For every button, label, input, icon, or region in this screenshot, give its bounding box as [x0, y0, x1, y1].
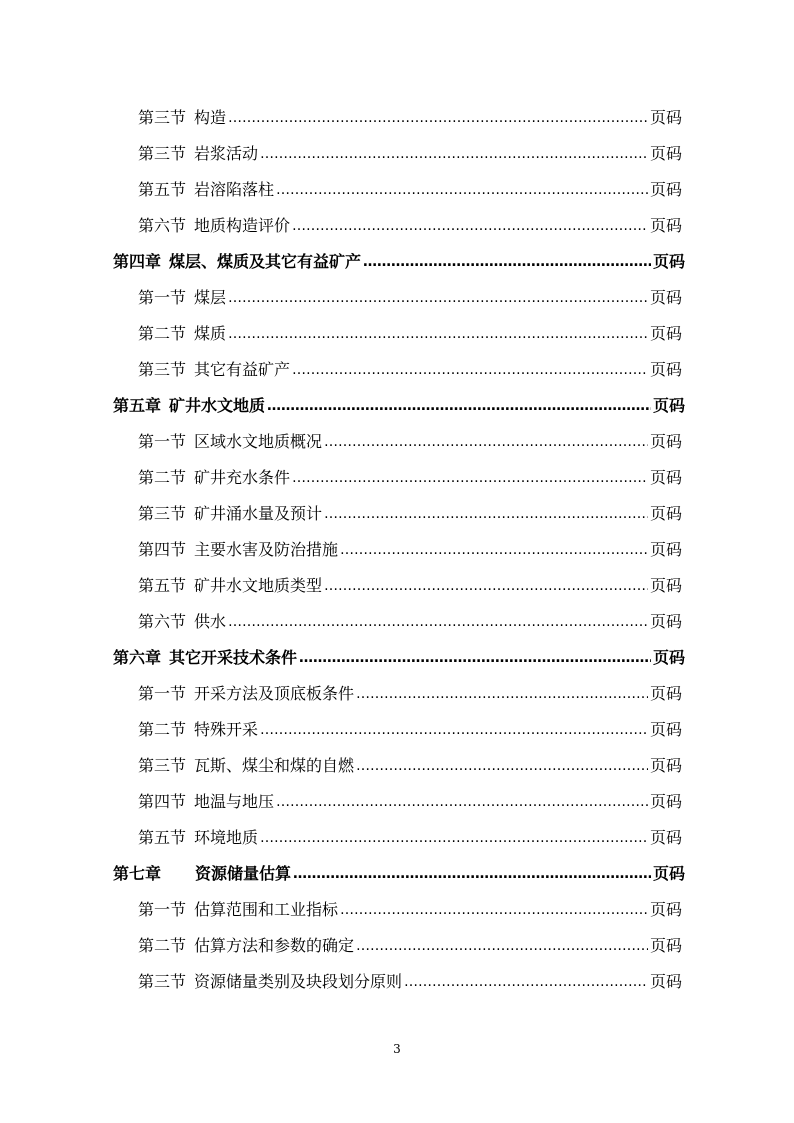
toc-number: 第一节	[138, 288, 187, 307]
toc-entry[interactable]	[138, 532, 682, 568]
dot-leader	[363, 244, 651, 280]
toc-label	[138, 352, 290, 388]
toc-label	[138, 100, 226, 136]
dot-leader	[260, 712, 648, 748]
toc-title: 区域水文地质概况	[194, 432, 323, 451]
dot-leader	[356, 676, 648, 712]
toc-title: 瓦斯、煤尘和煤的自燃	[194, 756, 355, 775]
toc-title: 煤层、煤质及其它有益矿产	[169, 252, 362, 271]
toc-label	[138, 820, 258, 856]
toc-number: 第三节	[138, 144, 187, 163]
toc-page-ref: 页码	[649, 972, 682, 991]
toc-number: 第三节	[138, 504, 187, 523]
toc-page-ref: 页码	[649, 288, 682, 307]
dot-leader	[356, 748, 648, 784]
toc-section-row	[0, 352, 794, 388]
toc-entry[interactable]	[138, 280, 682, 316]
toc-label	[138, 928, 354, 964]
toc-entry[interactable]	[138, 928, 682, 964]
toc-section-row	[0, 712, 794, 748]
toc-title: 特殊开采	[194, 720, 259, 739]
dot-leader	[340, 892, 648, 928]
toc-number: 第五节	[138, 828, 187, 847]
toc-label	[138, 712, 258, 748]
toc-title: 矿井水文地质类型	[194, 576, 323, 595]
toc-number: 第一节	[138, 432, 187, 451]
toc-number: 第二节	[138, 936, 187, 955]
toc-label	[138, 784, 274, 820]
toc-label	[138, 748, 354, 784]
toc-number: 第一节	[138, 684, 187, 703]
toc-title: 构造	[194, 108, 227, 127]
toc-section-row	[0, 928, 794, 964]
toc-section-row	[0, 172, 794, 208]
toc-entry[interactable]	[138, 964, 682, 1000]
toc-number: 第五节	[138, 180, 187, 199]
toc-number: 第六节	[138, 612, 187, 631]
toc-page-ref: 页码	[649, 540, 682, 559]
toc-label	[138, 676, 354, 712]
toc-title: 矿井水文地质	[169, 396, 266, 415]
toc-number: 第二节	[138, 468, 187, 487]
toc-page-ref: 页码	[649, 216, 682, 235]
toc-section-row	[0, 892, 794, 928]
dot-leader	[324, 496, 648, 532]
toc-entry[interactable]	[138, 604, 682, 640]
dot-leader	[292, 208, 648, 244]
toc-page-ref: 页码	[649, 108, 682, 127]
toc-title: 地温与地压	[194, 792, 275, 811]
dot-leader	[228, 280, 648, 316]
dot-leader	[260, 136, 648, 172]
toc-section-row	[0, 280, 794, 316]
toc-entry[interactable]	[113, 388, 685, 424]
toc-label	[138, 532, 338, 568]
toc-label	[138, 892, 338, 928]
toc-entry[interactable]	[138, 208, 682, 244]
toc-page-ref: 页码	[649, 756, 682, 775]
toc-number: 第三节	[138, 972, 187, 991]
toc-page-ref: 页码	[649, 324, 682, 343]
toc-title: 资源储量类别及块段划分原则	[194, 972, 403, 991]
toc-section-row	[0, 604, 794, 640]
toc-label	[113, 244, 361, 280]
toc-entry[interactable]	[138, 892, 682, 928]
dot-leader	[340, 532, 648, 568]
page-number: 3	[393, 1042, 401, 1056]
toc-page-ref: 页码	[649, 720, 682, 739]
toc-number: 第二节	[138, 720, 187, 739]
toc-label	[113, 388, 265, 424]
toc-page-ref: 页码	[652, 648, 685, 667]
dot-leader	[292, 460, 648, 496]
toc-number: 第四节	[138, 792, 187, 811]
toc-page-ref: 页码	[649, 612, 682, 631]
toc-number: 第三节	[138, 360, 187, 379]
toc-section-row	[0, 532, 794, 568]
toc-label	[138, 964, 402, 1000]
toc-label	[138, 460, 290, 496]
toc-page-ref: 页码	[649, 144, 682, 163]
toc-page-ref: 页码	[649, 828, 682, 847]
toc-entry[interactable]	[138, 748, 682, 784]
toc-label	[138, 316, 226, 352]
toc-entry[interactable]	[113, 244, 685, 280]
toc-section-row	[0, 208, 794, 244]
toc-entry[interactable]	[113, 640, 685, 676]
toc-number: 第二节	[138, 324, 187, 343]
toc-section-row	[0, 496, 794, 532]
toc-section-row	[0, 424, 794, 460]
toc-number: 第五章	[113, 396, 162, 415]
toc-title: 估算范围和工业指标	[194, 900, 339, 919]
toc-page-ref: 页码	[649, 432, 682, 451]
dot-leader	[324, 568, 648, 604]
toc-label	[138, 208, 290, 244]
toc-title: 地质构造评价	[194, 216, 291, 235]
toc-page-ref: 页码	[649, 360, 682, 379]
toc-entry[interactable]	[113, 856, 685, 892]
toc-page-ref: 页码	[652, 864, 685, 883]
toc-chapter-row	[0, 856, 794, 892]
toc-section-row	[0, 568, 794, 604]
toc-chapter-row	[0, 244, 794, 280]
toc-title: 矿井涌水量及预计	[194, 504, 323, 523]
toc-title: 岩浆活动	[194, 144, 259, 163]
dot-leader	[228, 100, 648, 136]
dot-leader	[267, 388, 651, 424]
toc-entry[interactable]	[138, 424, 682, 460]
toc-title: 煤质	[194, 324, 227, 343]
toc-number: 第六章	[113, 648, 162, 667]
toc-label	[138, 568, 322, 604]
toc-title: 其它有益矿产	[194, 360, 291, 379]
toc-section-row	[0, 316, 794, 352]
toc-title: 煤层	[194, 288, 227, 307]
toc-section-row	[0, 748, 794, 784]
toc-page-ref: 页码	[649, 504, 682, 523]
toc-entry[interactable]	[138, 352, 682, 388]
toc-number: 第三节	[138, 756, 187, 775]
toc-chapter-row	[0, 640, 794, 676]
toc-entry[interactable]	[138, 784, 682, 820]
toc-label	[113, 640, 297, 676]
toc-page-ref: 页码	[649, 936, 682, 955]
toc-section-row	[0, 784, 794, 820]
dot-leader	[228, 316, 648, 352]
toc-page-ref: 页码	[649, 180, 682, 199]
dot-leader	[299, 640, 651, 676]
dot-leader	[324, 424, 648, 460]
toc-title: 开采方法及顶底板条件	[194, 684, 355, 703]
toc-title: 主要水害及防治措施	[194, 540, 339, 559]
toc-number: 第四章	[113, 252, 162, 271]
toc-entry[interactable]	[138, 496, 682, 532]
toc-chapter-row	[0, 388, 794, 424]
toc-label	[113, 856, 291, 892]
toc-page-ref: 页码	[652, 396, 685, 415]
toc-title: 环境地质	[194, 828, 259, 847]
toc-entry[interactable]	[138, 568, 682, 604]
toc-entry[interactable]	[138, 100, 682, 136]
toc-title: 矿井充水条件	[194, 468, 291, 487]
dot-leader	[356, 928, 648, 964]
toc-page-ref: 页码	[649, 468, 682, 487]
toc-number: 第一节	[138, 900, 187, 919]
toc-title: 其它开采技术条件	[169, 648, 298, 667]
toc-section-row	[0, 964, 794, 1000]
toc-number: 第四节	[138, 540, 187, 559]
toc-entry[interactable]	[138, 460, 682, 496]
toc-section-row	[0, 460, 794, 496]
toc-number: 第六节	[138, 216, 187, 235]
toc-label	[138, 496, 322, 532]
toc-entry[interactable]	[138, 712, 682, 748]
toc-section-row	[0, 676, 794, 712]
toc-page-ref: 页码	[649, 576, 682, 595]
toc-section-row	[0, 100, 794, 136]
toc-entry[interactable]	[138, 820, 682, 856]
toc-entry[interactable]	[138, 676, 682, 712]
toc-label	[138, 280, 226, 316]
toc-number: 第三节	[138, 108, 187, 127]
dot-leader	[276, 172, 648, 208]
toc-label	[138, 172, 274, 208]
toc-title: 资源储量估算	[195, 864, 292, 883]
toc-label	[138, 424, 322, 460]
toc-page-ref: 页码	[649, 684, 682, 703]
toc-section-row	[0, 820, 794, 856]
toc-number: 第五节	[138, 576, 187, 595]
toc-label	[138, 136, 258, 172]
toc-section-row	[0, 136, 794, 172]
toc-label	[138, 604, 226, 640]
dot-leader	[293, 856, 651, 892]
dot-leader	[260, 820, 648, 856]
toc-page-ref: 页码	[649, 900, 682, 919]
toc-number: 第七章	[113, 864, 162, 883]
toc-entry[interactable]	[138, 316, 682, 352]
dot-leader	[292, 352, 648, 388]
toc-title: 供水	[194, 612, 227, 631]
dot-leader	[404, 964, 648, 1000]
toc-page-ref: 页码	[649, 792, 682, 811]
toc-title: 岩溶陷落柱	[194, 180, 275, 199]
toc-page-ref: 页码	[652, 252, 685, 271]
toc-entry[interactable]	[138, 136, 682, 172]
toc-entry[interactable]	[138, 172, 682, 208]
dot-leader	[276, 784, 648, 820]
toc-title: 估算方法和参数的确定	[194, 936, 355, 955]
dot-leader	[228, 604, 648, 640]
